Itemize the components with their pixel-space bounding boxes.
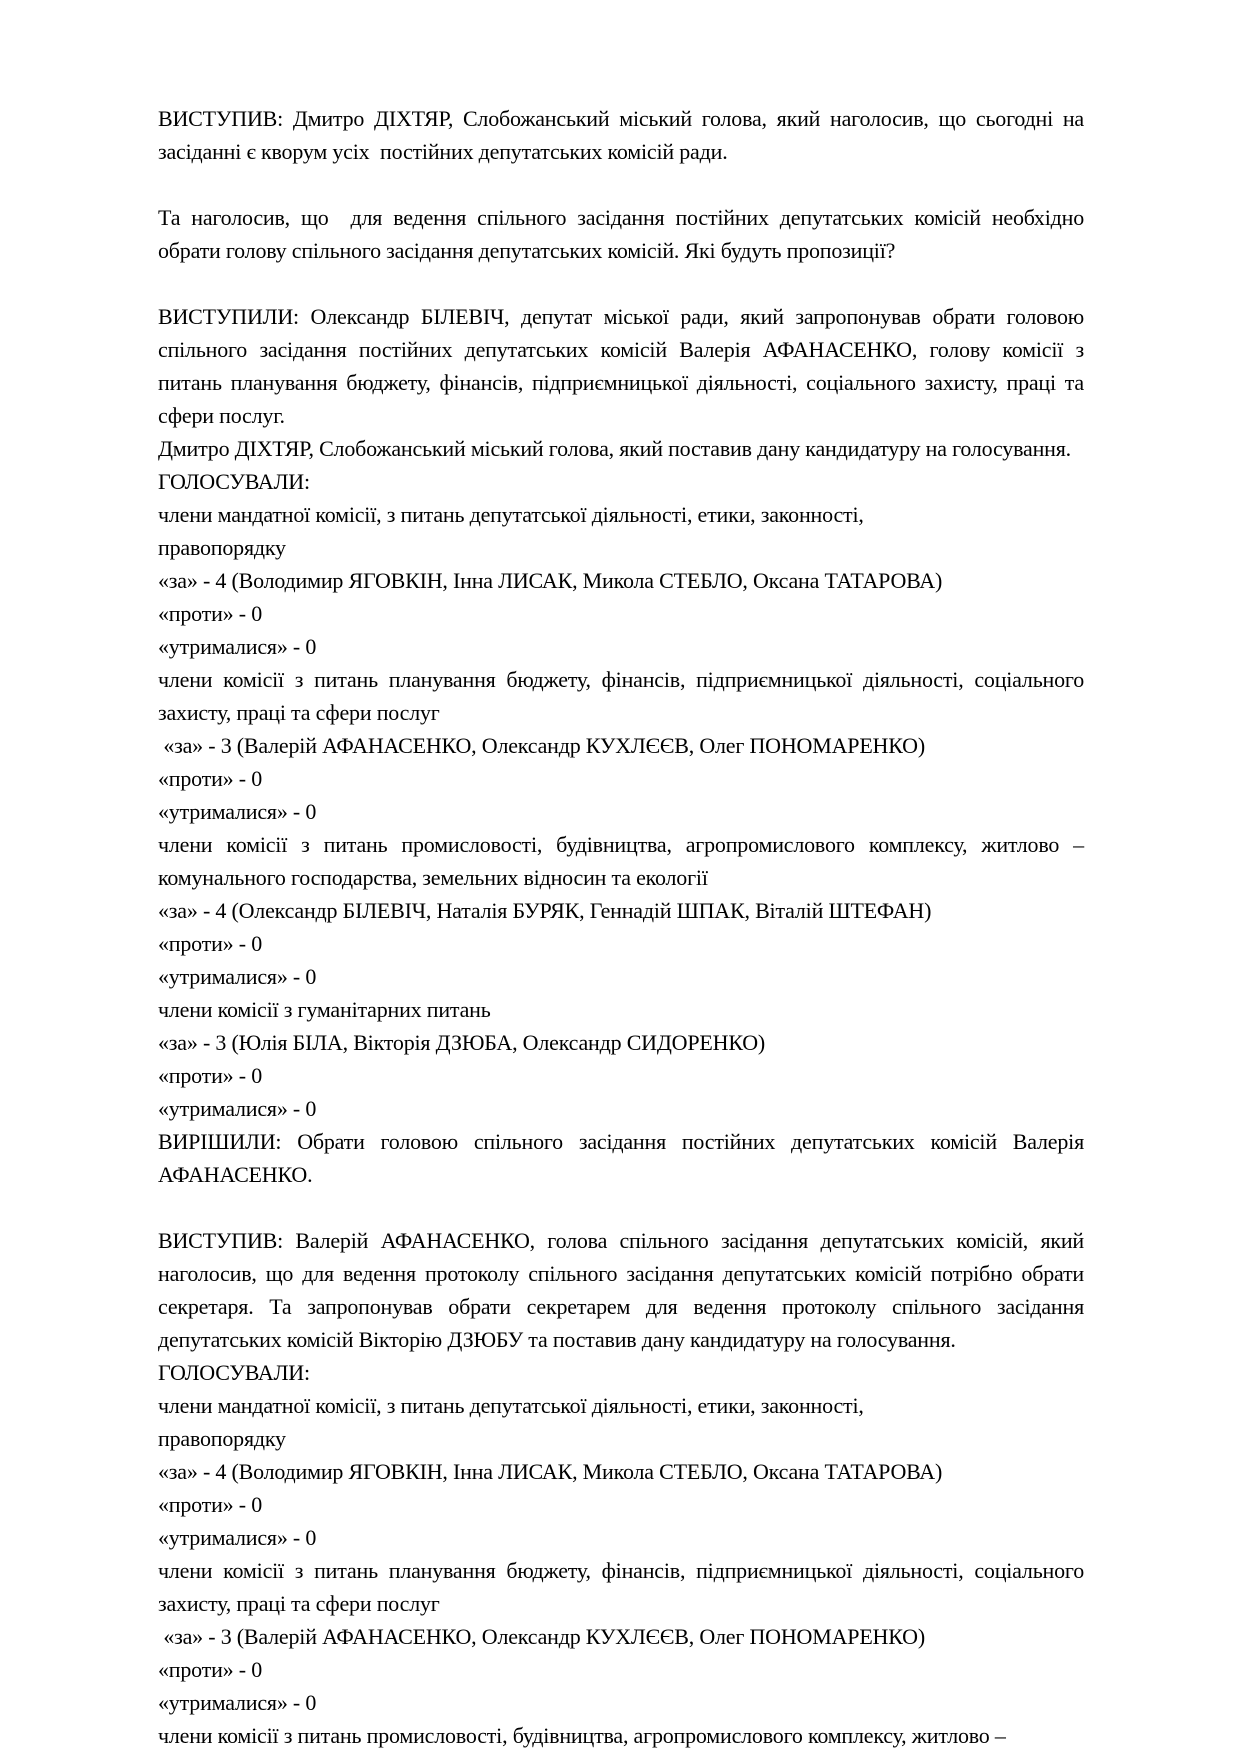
text-line: «утрималися» - 0 bbox=[158, 634, 317, 659]
paragraph: Та наголосив, що для ведення спільного засідання постійних депутатських комісій необхідно обрати голову спільного засідання депутатських комісій. Які будуть пропозиції? bbox=[158, 205, 1090, 263]
text-line: «за» - 3 (Валерій АФАНАСЕНКО, Олександр КУХЛЄЄВ, Олег ПОНОМАРЕНКО) bbox=[158, 733, 925, 758]
text-line: ГОЛОСУВАЛИ: bbox=[158, 469, 310, 494]
paragraph: члени комісії з питань промисловості, будівництва, агропромислового комплексу, житлово – комунального господарства, земельних відносин та екології bbox=[158, 832, 1090, 890]
text-line: «за» - 4 (Олександр БІЛЕВІЧ, Наталія БУРЯК, Геннадій ШПАК, Віталій ШТЕФАН) bbox=[158, 898, 932, 923]
paragraph: ВИСТУПИВ: Дмитро ДІХТЯР, Слобожанський міський голова, який наголосив, що сьогодні на засіданні є кворум усіх постійних депутатських комісій ради. bbox=[158, 106, 1090, 164]
text-line: «проти» - 0 bbox=[158, 1657, 262, 1682]
text-line: ГОЛОСУВАЛИ: bbox=[158, 1360, 310, 1385]
text-line: «проти» - 0 bbox=[158, 601, 262, 626]
text-line: «проти» - 0 bbox=[158, 1063, 262, 1088]
spacer bbox=[158, 1191, 1084, 1224]
paragraph: ВИРІШИЛИ: Обрати головою спільного засідання постійних депутатських комісій Валерія АФАНАСЕНКО. bbox=[158, 1129, 1090, 1187]
text-line: правопорядку bbox=[158, 1426, 286, 1451]
text-line: «за» - 4 (Володимир ЯГОВКІН, Інна ЛИСАК, Микола СТЕБЛО, Оксана ТАТАРОВА) bbox=[158, 1459, 943, 1484]
spacer bbox=[158, 168, 1084, 201]
text-line: члени комісії з гуманітарних питань bbox=[158, 997, 491, 1022]
text-line: «проти» - 0 bbox=[158, 931, 262, 956]
text-line: «утрималися» - 0 bbox=[158, 1096, 317, 1121]
text-line: члени мандатної комісії, з питань депутатської діяльності, етики, законності, bbox=[158, 502, 864, 527]
text-line: «утрималися» - 0 bbox=[158, 964, 317, 989]
text-line: правопорядку bbox=[158, 535, 286, 560]
text-line: «за» - 3 (Юлія БІЛА, Вікторія ДЗЮБА, Олександр СИДОРЕНКО) bbox=[158, 1030, 766, 1055]
text-line: члени комісії з питань промисловості, будівництва, агропромислового комплексу, житлово – bbox=[158, 1723, 1006, 1748]
paragraph: члени комісії з питань планування бюджету, фінансів, підприємницької діяльності, соціального захисту, праці та сфери послуг bbox=[158, 667, 1090, 725]
paragraph: Дмитро ДІХТЯР, Слобожанський міський голова, який поставив дану кандидатуру на голосування. bbox=[158, 436, 1071, 461]
paragraph: члени комісії з питань планування бюджету, фінансів, підприємницької діяльності, соціального захисту, праці та сфери послуг bbox=[158, 1558, 1090, 1616]
text-line: «за» - 4 (Володимир ЯГОВКІН, Інна ЛИСАК, Микола СТЕБЛО, Оксана ТАТАРОВА) bbox=[158, 568, 943, 593]
text-line: «утрималися» - 0 bbox=[158, 1690, 317, 1715]
text-line: «за» - 3 (Валерій АФАНАСЕНКО, Олександр КУХЛЄЄВ, Олег ПОНОМАРЕНКО) bbox=[158, 1624, 925, 1649]
protocol-text bbox=[158, 102, 1090, 1752]
text-line: члени мандатної комісії, з питань депутатської діяльності, етики, законності, bbox=[158, 1393, 864, 1418]
text-line: «проти» - 0 bbox=[158, 766, 262, 791]
text-line: «проти» - 0 bbox=[158, 1492, 262, 1517]
spacer bbox=[158, 267, 1084, 300]
text-line: «утрималися» - 0 bbox=[158, 1525, 317, 1550]
text-line: «утрималися» - 0 bbox=[158, 799, 317, 824]
paragraph: ВИСТУПИВ: Валерій АФАНАСЕНКО, голова спільного засідання депутатських комісій, який наголосив, що для ведення протоколу спільного засідання депутатських комісій потрібно обрати секретаря. Та запропонував обрати секретарем для ведення протоколу спільного засідання депутатських комісій Вікторію ДЗЮБУ та поставив дану кандидатуру на голосування. bbox=[158, 1228, 1090, 1352]
paragraph: ВИСТУПИЛИ: Олександр БІЛЕВІЧ, депутат міської ради, який запропонував обрати головою спільного засідання постійних депутатських комісій Валерія АФАНАСЕНКО, голову комісії з питань планування бюджету, фінансів, підприємницької діяльності, соціального захисту, праці та сфери послуг. bbox=[158, 304, 1090, 428]
